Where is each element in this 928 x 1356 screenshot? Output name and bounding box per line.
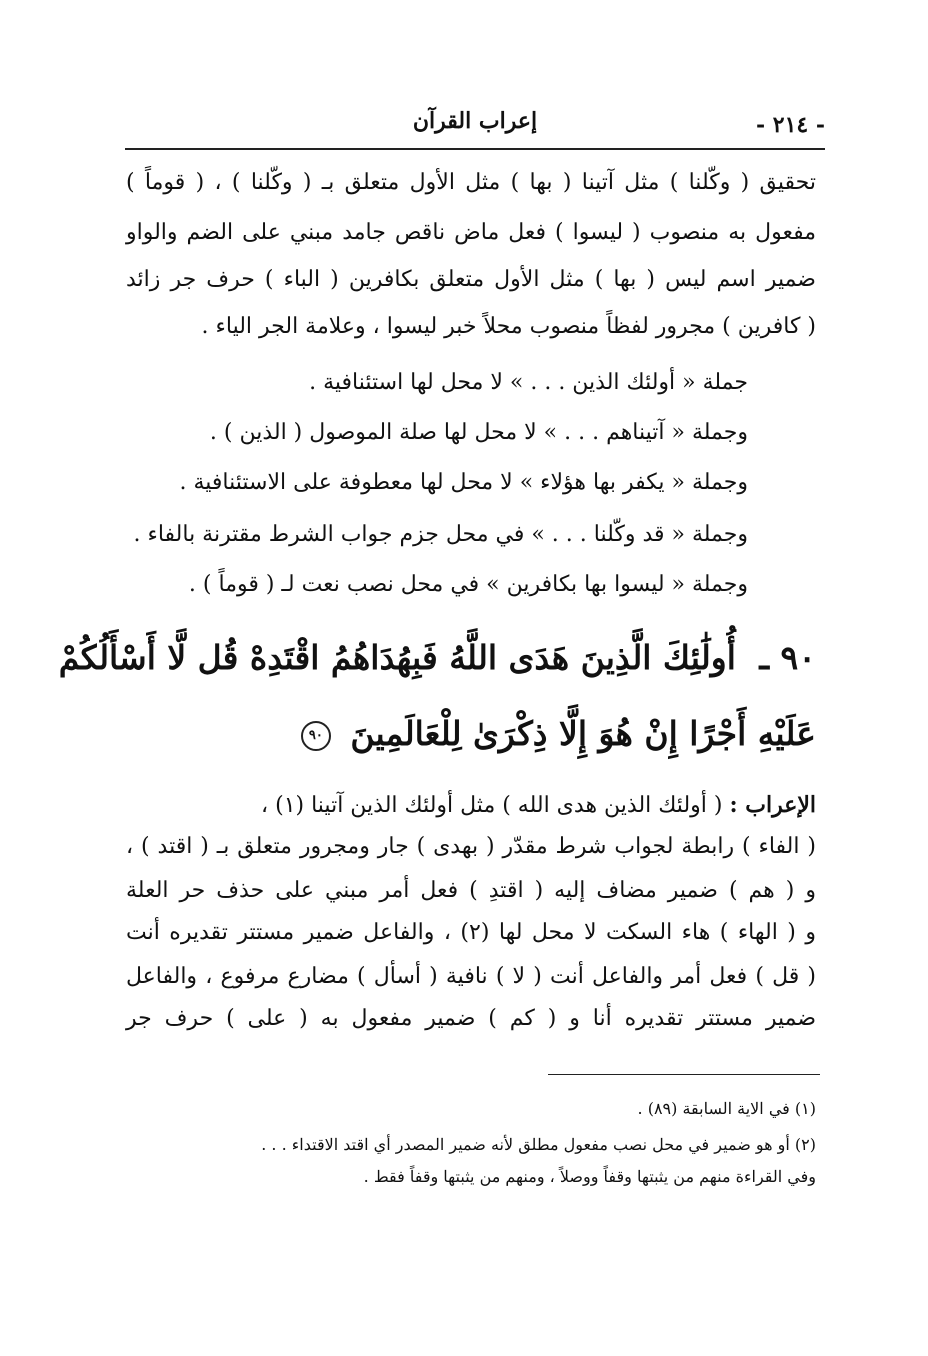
irab-line bbox=[261, 790, 816, 821]
verse-text: عَلَيْهِ أَجْرًا إِنْ هُوَ إِلَّا ذِكْرَىٰ لِلْعَالَمِينَ bbox=[350, 714, 816, 753]
irab-text: ( أولئك الذين هدى الله ) مثل أولئك الذين آتينا (١) ، bbox=[261, 793, 723, 818]
header-rule bbox=[125, 148, 825, 150]
irab-label: الإعراب : bbox=[729, 792, 816, 818]
irab-line: و ( الهاء ) هاء السكت لا محل لها (٢) ، والفاعل ضمير مستتر تقديره أنت bbox=[126, 920, 816, 945]
sentence-line: وجملة « يكفر بها هؤلاء » لا محل لها معطوفة على الاستئنافية . bbox=[179, 470, 748, 495]
footnote: (١) في الاية السابقة (٨٩) . bbox=[637, 1099, 816, 1118]
page-title: إعراب القرآن bbox=[412, 108, 538, 134]
page-header bbox=[125, 100, 825, 148]
ayah-end-marker: ٩٠ bbox=[301, 721, 331, 751]
analysis-line: ( كافرين ) مجرور لفظاً منصوب محلاً خبر ليسوا ، وعلامة الجر الياء . bbox=[201, 314, 816, 339]
analysis-line: مفعول به منصوب ( ليسوا ) فعل ماض ناقص جامد مبني على الضم والواو bbox=[126, 220, 816, 245]
sentence-line: وجملة « ليسوا بها بكافرين » في محل نصب نعت لـ ( قوماً ) . bbox=[188, 572, 748, 597]
irab-line: ضمير مستتر تقديره أنا و ( كم ) ضمير مفعول به ( على ) حرف جر bbox=[126, 1006, 816, 1031]
irab-line: و ( هم ) ضمير مضاف إليه ( اقتدِ ) فعل أمر مبني على حذف حر العلة bbox=[126, 878, 816, 903]
analysis-line: تحقيق ( وكّلنا ) مثل آتينا ( بها ) مثل الأول متعلق بـ ( وكّلنا ) ، ( قوماً ) bbox=[126, 170, 816, 195]
sentence-line: جملة « أولئك الذين . . . » لا محل لها استئنافية . bbox=[309, 370, 748, 395]
footnote: (٢) أو هو ضمير في محل نصب مفعول مطلق لأنه ضمير المصدر أي اقتد الاقتداء . . . bbox=[261, 1135, 816, 1154]
page-number: - ٢١٤ - bbox=[755, 112, 825, 138]
irab-line: ( الفاء ) رابطة لجواب شرط مقدّر ( بهدى ) جار ومجرور متعلق بـ ( اقتد ) ، bbox=[126, 834, 816, 859]
quran-verse-line-2 bbox=[301, 712, 816, 756]
footnote: وفي القراءة منهم من يثبتها وقفاً ووصلاً ، ومنهم من يثبتها وقفاً فقط . bbox=[363, 1167, 816, 1186]
verse-number: ٩٠ ـ bbox=[759, 638, 816, 677]
irab-line: ( قل ) فعل أمر والفاعل أنت ( لا ) نافية ( أسأل ) مضارع مرفوع ، والفاعل bbox=[126, 964, 816, 989]
verse-text: أُولَٰئِكَ الَّذِينَ هَدَى اللَّهُ فَبِهُدَاهُمُ اقْتَدِهْ قُل لَّا أَسْأَلُكُمْ bbox=[58, 638, 736, 677]
sentence-line: وجملة « آتيناهم . . . » لا محل لها صلة الموصول ( الذين ) . bbox=[209, 420, 748, 445]
quran-verse-line-1 bbox=[59, 636, 816, 680]
sentence-line: وجملة « قد وكّلنا . . . » في محل جزم جواب الشرط مقترنة بالفاء . bbox=[133, 522, 748, 547]
analysis-line: ضمير اسم ليس ( بها ) مثل الأول متعلق بكافرين ( الباء ) حرف جر زائد bbox=[126, 267, 816, 292]
footnote-rule bbox=[548, 1074, 820, 1075]
